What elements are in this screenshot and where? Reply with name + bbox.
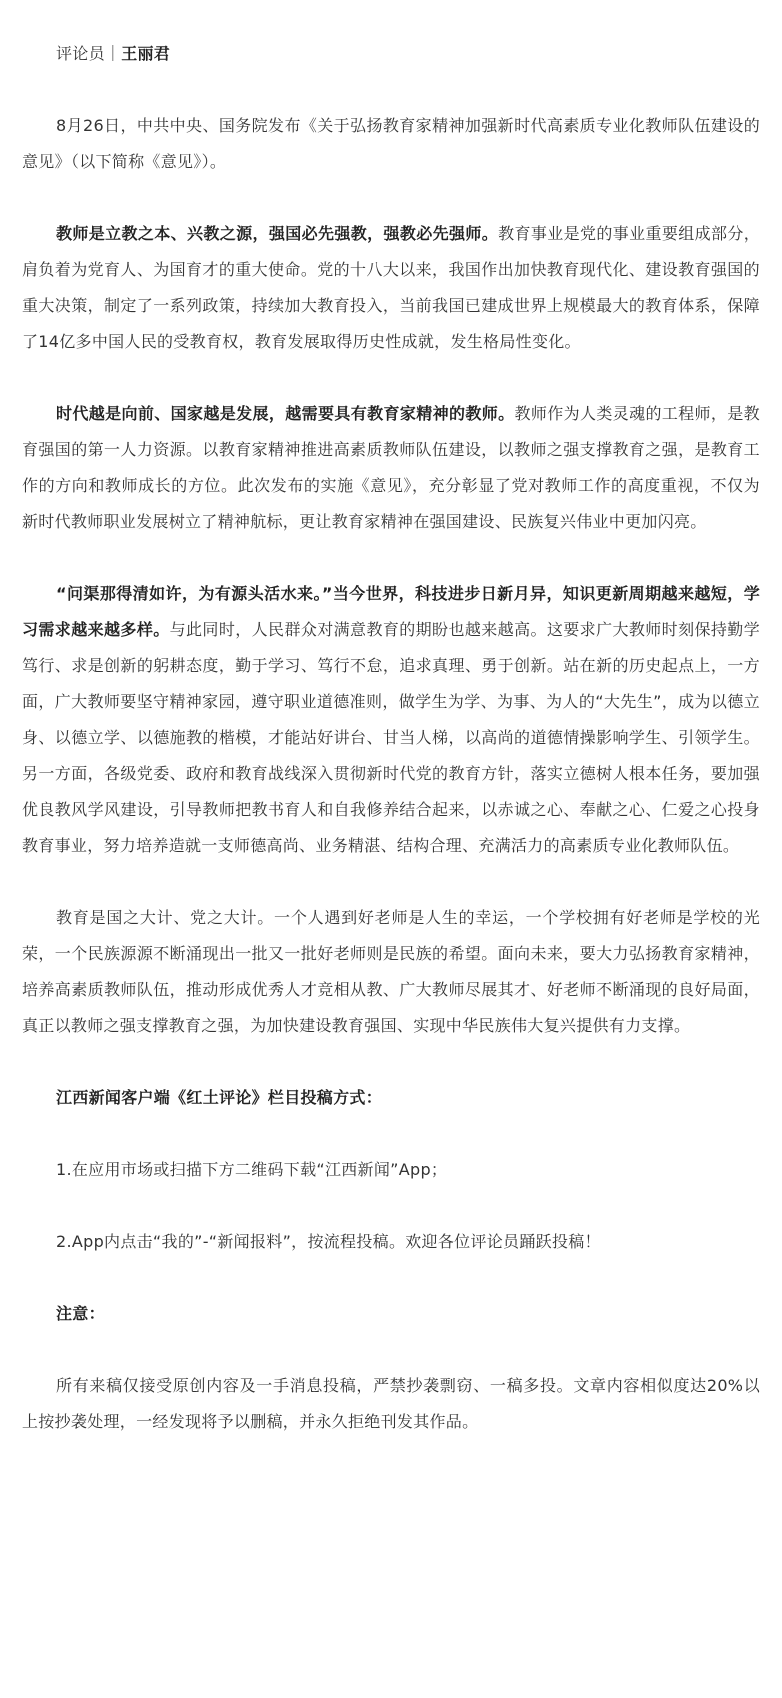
submission-step-1: 1.在应用市场或扫描下方二维码下载“江西新闻”App； — [56, 1160, 448, 1179]
paragraph-gap — [22, 1260, 760, 1296]
paragraph-gap — [22, 1044, 760, 1080]
notice-heading: 注意： — [56, 1304, 105, 1323]
paragraph-gap — [22, 1116, 760, 1152]
paragraph-lead: 时代越是向前、国家越是发展，越需要具有教育家精神的教师。 — [56, 404, 515, 423]
paragraph-educator-spirit — [22, 396, 760, 540]
byline-author: 王丽君 — [121, 44, 171, 63]
byline — [22, 36, 760, 72]
paragraph-gap — [22, 1188, 760, 1224]
byline-role: 评论员｜ — [56, 44, 122, 63]
paragraph-text: 8月26日，中共中央、国务院发布《关于弘扬教育家精神加强新时代高素质专业化教师队伍建设的意见》（以下简称《意见》）。 — [22, 116, 760, 171]
paragraph-intro — [22, 108, 760, 180]
paragraph-lead: “问渠那得清如许，为有源头活水来。”当今世界，科技进步日新月异，知识更新周期越来越短，学习需求越来越多样。 — [22, 584, 760, 639]
paragraph-text: 与此同时，人民群众对满意教育的期盼也越来越高。这要求广大教师时刻保持勤学笃行、求是创新的躬耕态度，勤于学习、笃行不怠，追求真理、勇于创新。站在新的历史起点上，一方面，广大教师要坚守精神家园，遵守职业道德准则，做学生为学、为事、为人的“大先生”，成为以德立身、以德立学、以德施教的楷模，才能站好讲台、甘当人梯，以高尚的道德情操影响学生、引领学生。另一方面，各级党委、政府和教育战线深入贯彻新时代党的教育方针，落实立德树人根本任务，要加强优良教风学风建设，引导教师把教书育人和自我修养结合起来，以赤诚之心、奉献之心、仁爱之心投身教育事业，努力培养造就一支师德高尚、业务精湛、结构合理、充满活力的高素质专业化教师队伍。 — [22, 620, 760, 855]
paragraph-conclusion — [22, 900, 760, 1044]
paragraph-gap — [22, 72, 760, 108]
paragraph-teachers-foundation — [22, 216, 760, 360]
submission-step-2: 2.App内点击“我的”-“新闻报料”，按流程投稿。欢迎各位评论员踊跃投稿！ — [56, 1232, 601, 1251]
paragraph-gap — [22, 864, 760, 900]
paragraph-gap — [22, 360, 760, 396]
paragraph-text: 教育是国之大计、党之大计。一个人遇到好老师是人生的幸运，一个学校拥有好老师是学校的光荣，一个民族源源不断涌现出一批又一批好老师则是民族的希望。面向未来，要大力弘扬教育家精神，培养高素质教师队伍，推动形成优秀人才竞相从教、广大教师尽展其才、好老师不断涌现的良好局面，真正以教师之强支撑教育之强，为加快建设教育强国、实现中华民族伟大复兴提供有力支撑。 — [22, 908, 760, 1035]
paragraph-gap — [22, 180, 760, 216]
paragraph-text: 教师作为人类灵魂的工程师，是教育强国的第一人力资源。以教育家精神推进高素质教师队伍建设，以教师之强支撑教育之强，是教育工作的方向和教师成长的方位。此次发布的实施《意见》，充分彰显了党对教师工作的高度重视，不仅为新时代教师职业发展树立了精神航标，更让教育家精神在强国建设、民族复兴伟业中更加闪亮。 — [22, 404, 760, 531]
paragraph-gap — [22, 540, 760, 576]
paragraph-gap — [22, 1332, 760, 1368]
notice-text: 所有来稿仅接受原创内容及一手消息投稿，严禁抄袭剽窃、一稿多投。文章内容相似度达20%以上按抄袭处理，一经发现将予以删稿，并永久拒绝刊发其作品。 — [22, 1376, 760, 1431]
paragraph-lead: 教师是立教之本、兴教之源，强国必先强教，强教必先强师。 — [56, 224, 499, 243]
paragraph-living-water — [22, 576, 760, 864]
submission-heading: 江西新闻客户端《红土评论》栏目投稿方式： — [56, 1088, 383, 1107]
paragraph-text: 教育事业是党的事业重要组成部分，肩负着为党育人、为国育才的重大使命。党的十八大以来，我国作出加快教育现代化、建设教育强国的重大决策，制定了一系列政策，持续加大教育投入，当前我国已建成世界上规模最大的教育体系，保障了14亿多中国人民的受教育权，教育发展取得历史性成就，发生格局性变化。 — [22, 224, 760, 351]
